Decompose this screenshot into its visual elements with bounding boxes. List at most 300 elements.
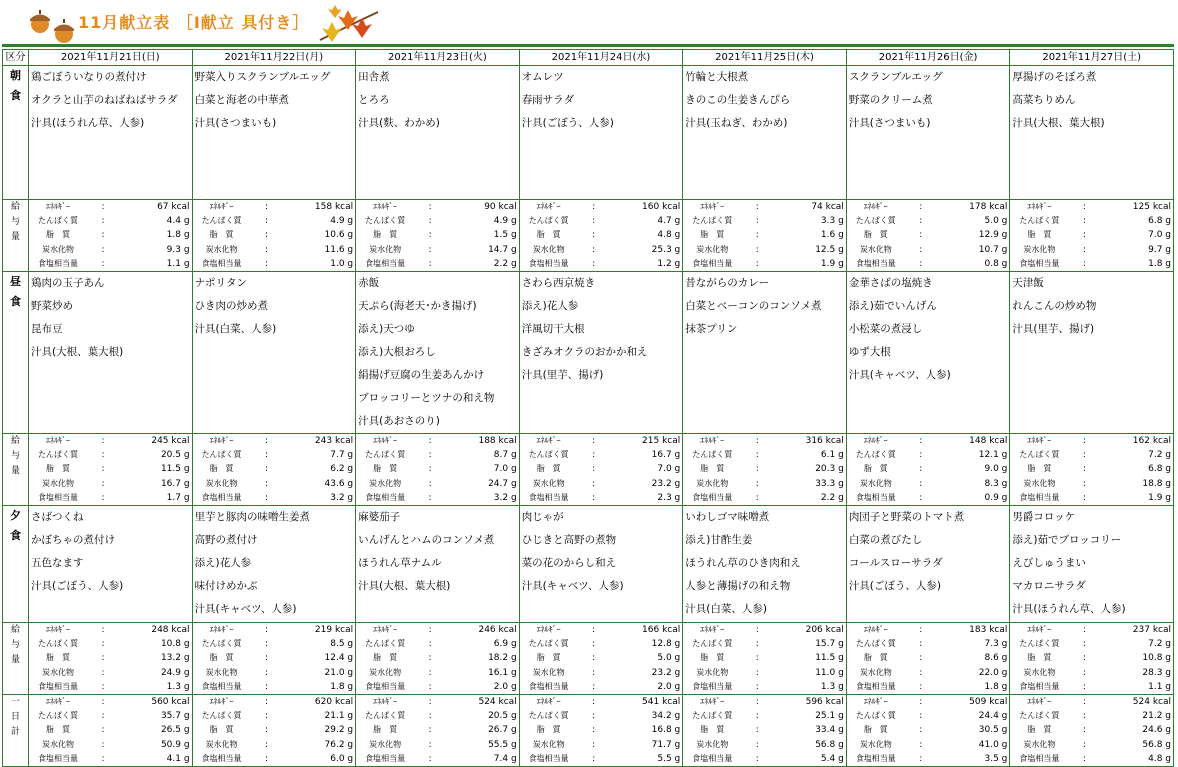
dish-item: 添え)天つゆ <box>358 323 415 336</box>
nutrient-row <box>195 666 354 680</box>
separator: : <box>101 739 105 750</box>
nutrient-value: 5.5 g <box>657 753 681 764</box>
dish-item: ブロッコリーとツナの和え物 <box>358 392 495 405</box>
separator: : <box>919 244 923 255</box>
nutrient-value: 24.9 g <box>160 667 190 678</box>
nutrient-value: 246 kcal <box>478 625 517 636</box>
separator: : <box>1082 464 1086 475</box>
acorn-icon <box>52 16 76 44</box>
nutrient-name: ｴﾈﾙｷﾞｰ <box>373 202 398 211</box>
separator: : <box>428 653 432 664</box>
nutrient-row <box>522 651 681 665</box>
separator: : <box>265 681 269 692</box>
separator: : <box>265 697 269 708</box>
nutrient-value: 12.5 g <box>815 244 844 255</box>
dish-item: 厚揚げのそぼろ煮 <box>1012 71 1097 83</box>
nutrient-name: 食塩相当量 <box>365 753 406 763</box>
nutrient-row <box>1012 695 1171 709</box>
lunch-dishes-row <box>3 272 1174 434</box>
separator: : <box>919 202 923 212</box>
nutrient-name: 食塩相当量 <box>201 681 242 691</box>
separator: : <box>428 202 432 212</box>
separator: : <box>919 216 923 227</box>
dish-item: 昆布豆 <box>31 323 63 336</box>
nutrition-cell <box>683 200 847 272</box>
nutrient-row <box>195 448 354 462</box>
autumn-leaves-icon <box>318 4 380 46</box>
dish-item: 白菜の煮びたし <box>848 534 923 547</box>
separator: : <box>428 697 432 708</box>
nutrient-name: 脂 質 <box>536 230 561 240</box>
nutrient-value: 6.8 g <box>1148 216 1171 227</box>
nutrient-name: ｴﾈﾙｷﾞｰ <box>863 202 888 211</box>
nutrient-value: 1.8 g <box>984 681 1008 692</box>
nutrient-name: たんぱく質 <box>1019 639 1060 649</box>
nutrient-name: 脂 質 <box>536 464 561 474</box>
nutrient-name: 脂 質 <box>373 725 398 735</box>
nutrient-name: ｴﾈﾙｷﾞｰ <box>209 202 234 211</box>
nutrient-row <box>195 623 354 637</box>
nutrient-name: たんぱく質 <box>855 711 896 721</box>
nutrient-name: 食塩相当量 <box>855 492 896 502</box>
nutrient-name: 脂 質 <box>1027 230 1052 240</box>
nutrient-name: 食塩相当量 <box>692 258 733 268</box>
nutrient-row <box>31 200 190 214</box>
nutrient-value: 20.3 g <box>815 464 844 475</box>
breakfast-menu-cell <box>29 66 193 200</box>
nutrient-value: 1.1 g <box>1148 681 1171 692</box>
nutrient-name: 脂 質 <box>536 653 561 663</box>
separator: : <box>592 711 596 722</box>
separator: : <box>919 667 923 678</box>
nutrient-row <box>1012 448 1171 462</box>
nutrient-name: たんぱく質 <box>528 216 569 226</box>
dish-item: 高菜ちりめん <box>1012 94 1076 106</box>
nutrient-row <box>685 637 844 651</box>
nutrient-value: 14.7 g <box>488 244 517 255</box>
dish-item: 汁具(ごぼう、人参) <box>31 580 124 593</box>
nutrient-name: ｴﾈﾙｷﾞｰ <box>700 202 725 211</box>
nutrient-row <box>358 243 517 257</box>
nutrient-name: 食塩相当量 <box>38 681 78 691</box>
nutrient-name: たんぱく質 <box>528 711 569 721</box>
date-header: 2021年11月25日(木) <box>683 50 847 66</box>
nutrient-name: 炭水化物 <box>369 667 402 677</box>
nutrient-value: 28.3 g <box>1142 667 1171 678</box>
nutrient-row <box>31 214 190 228</box>
dinner-menu-cell <box>519 506 683 623</box>
nutrient-row <box>1012 680 1171 694</box>
separator: : <box>101 697 105 708</box>
nutrient-row <box>849 709 1008 723</box>
nutrient-row <box>31 637 190 651</box>
nutrient-row <box>31 462 190 476</box>
dinner-menu-cell <box>356 506 520 623</box>
separator: : <box>592 450 596 461</box>
nutrient-name: ｴﾈﾙｷﾞｰ <box>536 436 561 446</box>
nutrient-value: 2.2 g <box>493 258 517 269</box>
nutrient-value: 524 kcal <box>1132 697 1171 708</box>
nutrient-value: 16.7 g <box>651 450 681 461</box>
nutrient-value: 3.2 g <box>330 492 354 503</box>
nutrient-name: ｴﾈﾙｷﾞｰ <box>46 625 70 635</box>
dish-item: 肉団子と野菜のトマト煮 <box>848 511 965 524</box>
nutrition-cell <box>356 434 520 506</box>
nutrient-name: 脂 質 <box>46 653 70 663</box>
nutrient-name: ｴﾈﾙｷﾞｰ <box>46 436 70 446</box>
dish-item: さわら西京焼き <box>521 277 596 290</box>
nutrient-name: 炭水化物 <box>42 478 74 488</box>
nutrient-name: 炭水化物 <box>532 244 565 254</box>
nutrient-name: 脂 質 <box>700 725 725 735</box>
dish-item: 野菜入りスクランブルエッグ <box>194 71 331 83</box>
dish-item: オクラと山芋のねばねばサラダ <box>31 94 178 106</box>
separator: : <box>592 464 596 475</box>
nutrient-name: 食塩相当量 <box>1019 681 1060 691</box>
dish-item: 田舎煮 <box>358 71 390 83</box>
row-label: 給 与 量 <box>3 434 29 506</box>
breakfast-nutrition-row <box>3 200 1174 272</box>
nutrient-name: ｴﾈﾙｷﾞｰ <box>1027 202 1052 211</box>
nutrient-name: 食塩相当量 <box>365 258 406 268</box>
nutrient-value: 4.9 g <box>493 216 517 227</box>
nutrient-value: 16.8 g <box>651 725 681 736</box>
separator: : <box>919 711 923 722</box>
separator: : <box>755 478 759 489</box>
nutrient-value: 9.7 g <box>1148 244 1171 255</box>
dish-item: 白菜とベーコンのコンソメ煮 <box>685 300 822 313</box>
separator: : <box>265 478 269 489</box>
separator: : <box>265 436 269 447</box>
separator: : <box>755 697 759 708</box>
nutrient-name: 脂 質 <box>536 725 561 735</box>
nutrient-value: 55.5 g <box>488 739 517 750</box>
nutrient-value: 11.6 g <box>324 244 354 255</box>
separator: : <box>265 753 269 764</box>
separator: : <box>101 667 105 678</box>
nutrient-name: 炭水化物 <box>696 667 729 677</box>
nutrient-name: 炭水化物 <box>859 478 892 488</box>
nutrient-name: 脂 質 <box>1027 725 1052 735</box>
nutrient-row <box>685 752 844 766</box>
nutrient-value: 24.6 g <box>1142 725 1171 736</box>
nutrient-row <box>685 709 844 723</box>
nutrient-value: 18.8 g <box>1142 478 1171 489</box>
nutrient-value: 166 kcal <box>642 625 681 636</box>
nutrient-row <box>31 723 190 737</box>
nutrient-name: 炭水化物 <box>205 667 238 677</box>
nutrient-row <box>685 666 844 680</box>
nutrient-row <box>849 637 1008 651</box>
nutrition-cell <box>192 623 356 695</box>
nutrient-value: 41.0 g <box>978 739 1008 750</box>
row-label: 給 与 量 <box>3 623 29 695</box>
nutrient-value: 16.7 g <box>160 478 190 489</box>
separator: : <box>428 639 432 650</box>
separator: : <box>428 667 432 678</box>
dish-item: 添え)茹でいんげん <box>848 300 937 313</box>
separator: : <box>101 639 105 650</box>
dish-item: えびしゅうまい <box>1012 557 1086 570</box>
separator: : <box>428 753 432 764</box>
nutrient-name: ｴﾈﾙｷﾞｰ <box>373 436 398 446</box>
separator: : <box>919 625 923 636</box>
nutrient-row <box>358 752 517 766</box>
date-header: 2021年11月21日(日) <box>29 50 193 66</box>
nutrient-name: 脂 質 <box>863 230 888 240</box>
nutrient-name: 食塩相当量 <box>692 681 733 691</box>
nutrient-value: 1.6 g <box>820 230 844 241</box>
nutrient-row <box>31 491 190 505</box>
separator: : <box>755 492 759 503</box>
separator: : <box>101 436 105 447</box>
nutrient-name: 食塩相当量 <box>1019 492 1060 502</box>
nutrient-name: 脂 質 <box>373 653 398 663</box>
dish-item: 菜の花のからし和え <box>521 557 617 570</box>
separator: : <box>428 478 432 489</box>
nutrient-value: 2.0 g <box>657 681 681 692</box>
dish-item: 高野の煮付け <box>194 534 258 547</box>
nutrient-name: 炭水化物 <box>532 739 565 749</box>
date-header: 2021年11月22日(月) <box>192 50 356 66</box>
nutrient-value: 509 kcal <box>969 697 1008 708</box>
nutrient-value: 76.2 g <box>324 739 354 750</box>
dish-item: 添え)茹でブロッコリー <box>1012 534 1122 547</box>
nutrient-name: 脂 質 <box>863 725 888 735</box>
nutrient-name: ｴﾈﾙｷﾞｰ <box>1027 697 1052 707</box>
separator: : <box>592 230 596 241</box>
dish-item: 汁具(大根、葉大根) <box>358 580 451 593</box>
dinner-menu-cell <box>1010 506 1174 623</box>
nutrient-row <box>849 243 1008 257</box>
dish-item: 汁具(ほうれん草、人参) <box>1012 603 1126 616</box>
nutrient-row <box>195 651 354 665</box>
nutrient-value: 3.5 g <box>984 753 1008 764</box>
separator: : <box>265 464 269 475</box>
nutrient-row <box>522 462 681 476</box>
nutrient-value: 24.7 g <box>488 478 517 489</box>
nutrient-row <box>358 477 517 491</box>
dish-item: 春雨サラダ <box>521 94 575 106</box>
dish-item: 小松菜の煮浸し <box>848 323 923 336</box>
nutrient-value: 10.8 g <box>1142 653 1171 664</box>
nutrient-row <box>685 723 844 737</box>
nutrient-row <box>685 214 844 228</box>
nutrient-name: 脂 質 <box>209 725 234 735</box>
separator: : <box>1082 492 1086 503</box>
nutrient-row <box>1012 214 1171 228</box>
nutrient-row <box>195 214 354 228</box>
nutrient-name: ｴﾈﾙｷﾞｰ <box>863 697 888 707</box>
nutrient-row <box>685 448 844 462</box>
nutrient-name: たんぱく質 <box>692 711 733 721</box>
nutrient-value: 7.0 g <box>493 464 517 475</box>
nutrient-name: たんぱく質 <box>528 450 569 460</box>
dinner-menu-cell <box>683 506 847 623</box>
dish-item: 人参と薄揚げの和え物 <box>685 580 791 593</box>
dish-item: 白菜と海老の中華煮 <box>194 94 290 106</box>
nutrient-row <box>358 228 517 242</box>
nutrition-cell <box>683 623 847 695</box>
nutrient-row <box>195 257 354 271</box>
nutrient-value: 56.8 g <box>1142 739 1171 750</box>
nutrient-value: 4.4 g <box>166 216 190 227</box>
nutrient-row <box>1012 462 1171 476</box>
separator: : <box>919 697 923 708</box>
nutrient-name: 食塩相当量 <box>528 753 569 763</box>
separator: : <box>428 711 432 722</box>
nutrient-value: 8.3 g <box>984 478 1008 489</box>
nutrient-value: 219 kcal <box>314 625 354 636</box>
nutrient-row <box>522 666 681 680</box>
dish-item: 汁具(あおさのり) <box>358 415 440 428</box>
nutrient-value: 21.0 g <box>324 667 354 678</box>
nutrition-cell <box>29 200 193 272</box>
separator: : <box>592 202 596 212</box>
nutrition-cell <box>846 200 1010 272</box>
nutrition-cell <box>29 434 193 506</box>
separator: : <box>592 625 596 636</box>
nutrient-row <box>522 214 681 228</box>
nutrient-name: 炭水化物 <box>696 244 729 254</box>
date-header: 2021年11月26日(金) <box>846 50 1010 66</box>
separator: : <box>265 625 269 636</box>
lunch-nutrition-row <box>3 434 1174 506</box>
dish-item: 添え)花人参 <box>194 557 252 570</box>
nutrient-value: 0.8 g <box>984 258 1008 269</box>
nutrient-name: 炭水化物 <box>42 667 74 677</box>
dish-item: ひき肉の炒め煮 <box>194 300 269 313</box>
dish-item: 汁具(白菜、人参) <box>685 603 767 616</box>
dish-item: 添え)甘酢生姜 <box>685 534 753 547</box>
nutrient-value: 33.3 g <box>815 478 844 489</box>
nutrient-row <box>522 434 681 448</box>
nutrient-row <box>358 680 517 694</box>
nutrient-row <box>522 448 681 462</box>
separator: : <box>755 739 759 750</box>
nutrient-value: 6.8 g <box>1148 464 1171 475</box>
nutrient-name: たんぱく質 <box>38 711 78 721</box>
nutrient-value: 9.3 g <box>166 244 190 255</box>
breakfast-menu-cell <box>519 66 683 200</box>
separator: : <box>755 639 759 650</box>
nutrient-value: 4.8 g <box>1148 753 1171 764</box>
nutrient-value: 162 kcal <box>1132 436 1171 447</box>
nutrient-name: たんぱく質 <box>38 639 78 649</box>
separator: : <box>592 436 596 447</box>
dinner-dishes-row <box>3 506 1174 623</box>
separator: : <box>101 625 105 636</box>
nutrient-row <box>522 723 681 737</box>
nutrient-value: 43.6 g <box>324 478 354 489</box>
nutrient-name: ｴﾈﾙｷﾞｰ <box>700 625 725 635</box>
nutrient-name: 食塩相当量 <box>855 681 896 691</box>
nutrient-value: 1.8 g <box>330 681 354 692</box>
nutrient-value: 10.7 g <box>978 244 1008 255</box>
nutrient-value: 12.8 g <box>651 639 681 650</box>
nutrient-name: 食塩相当量 <box>365 492 406 502</box>
daily-total-row <box>3 695 1174 767</box>
nutrient-row <box>522 200 681 214</box>
separator: : <box>592 244 596 255</box>
nutrient-value: 125 kcal <box>1132 202 1171 212</box>
separator: : <box>101 230 105 241</box>
separator: : <box>919 450 923 461</box>
nutrition-cell <box>1010 200 1174 272</box>
nutrient-name: 炭水化物 <box>42 739 74 749</box>
separator: : <box>428 450 432 461</box>
nutrient-row <box>31 651 190 665</box>
separator: : <box>101 464 105 475</box>
nutrient-value: 148 kcal <box>969 436 1008 447</box>
nutrient-name: 炭水化物 <box>369 739 402 749</box>
nutrient-row <box>31 243 190 257</box>
separator: : <box>755 450 759 461</box>
nutrient-name: 炭水化物 <box>696 739 729 749</box>
nutrient-value: 1.5 g <box>493 230 517 241</box>
separator: : <box>265 492 269 503</box>
dish-item: とろろ <box>358 94 390 106</box>
nutrient-name: 脂 質 <box>373 464 398 474</box>
nutrient-name: ｴﾈﾙｷﾞｰ <box>373 697 398 707</box>
dish-item: 麻婆茄子 <box>358 511 401 524</box>
nutrient-value: 1.9 g <box>1148 492 1171 503</box>
nutrient-row <box>849 448 1008 462</box>
nutrient-row <box>1012 666 1171 680</box>
nutrient-name: 脂 質 <box>209 230 234 240</box>
nutrient-value: 1.8 g <box>166 230 190 241</box>
dish-item: 野菜のクリーム煮 <box>848 94 933 106</box>
nutrient-value: 3.3 g <box>820 216 844 227</box>
nutrient-value: 12.4 g <box>324 653 354 664</box>
nutrient-value: 7.2 g <box>1148 450 1171 461</box>
nutrient-name: たんぱく質 <box>201 711 242 721</box>
dish-item: 汁具(里芋、揚げ) <box>521 369 604 382</box>
nutrient-name: たんぱく質 <box>365 639 406 649</box>
nutrient-name: 脂 質 <box>373 230 398 240</box>
nutrient-row <box>685 695 844 709</box>
breakfast-menu-cell <box>1010 66 1174 200</box>
nutrient-row <box>358 257 517 271</box>
dish-item: かぼちゃの煮付け <box>31 534 115 547</box>
separator: : <box>101 681 105 692</box>
separator: : <box>1082 681 1086 692</box>
nutrient-value: 25.1 g <box>815 711 844 722</box>
nutrient-value: 13.2 g <box>160 653 190 664</box>
dish-item: 汁具(キャベツ、人参) <box>521 580 624 593</box>
separator: : <box>592 653 596 664</box>
nutrient-value: 67 kcal <box>157 202 190 212</box>
nutrient-value: 11.5 g <box>160 464 190 475</box>
nutrient-row <box>31 666 190 680</box>
separator: : <box>428 625 432 636</box>
dish-item: いわしゴマ味噌煮 <box>685 511 770 524</box>
nutrient-value: 9.0 g <box>984 464 1008 475</box>
dish-item: 洋風切干大根 <box>521 323 585 336</box>
separator: : <box>101 244 105 255</box>
separator: : <box>265 202 269 212</box>
nutrient-value: 4.7 g <box>657 216 681 227</box>
nutrient-row <box>849 491 1008 505</box>
nutrient-value: 20.5 g <box>488 711 517 722</box>
nutrient-value: 524 kcal <box>478 697 517 708</box>
breakfast-menu-cell <box>356 66 520 200</box>
nutrient-row <box>1012 709 1171 723</box>
nutrition-cell <box>29 623 193 695</box>
nutrient-row <box>358 709 517 723</box>
nutrient-value: 6.9 g <box>493 639 517 650</box>
nutrient-value: 4.1 g <box>166 753 190 764</box>
